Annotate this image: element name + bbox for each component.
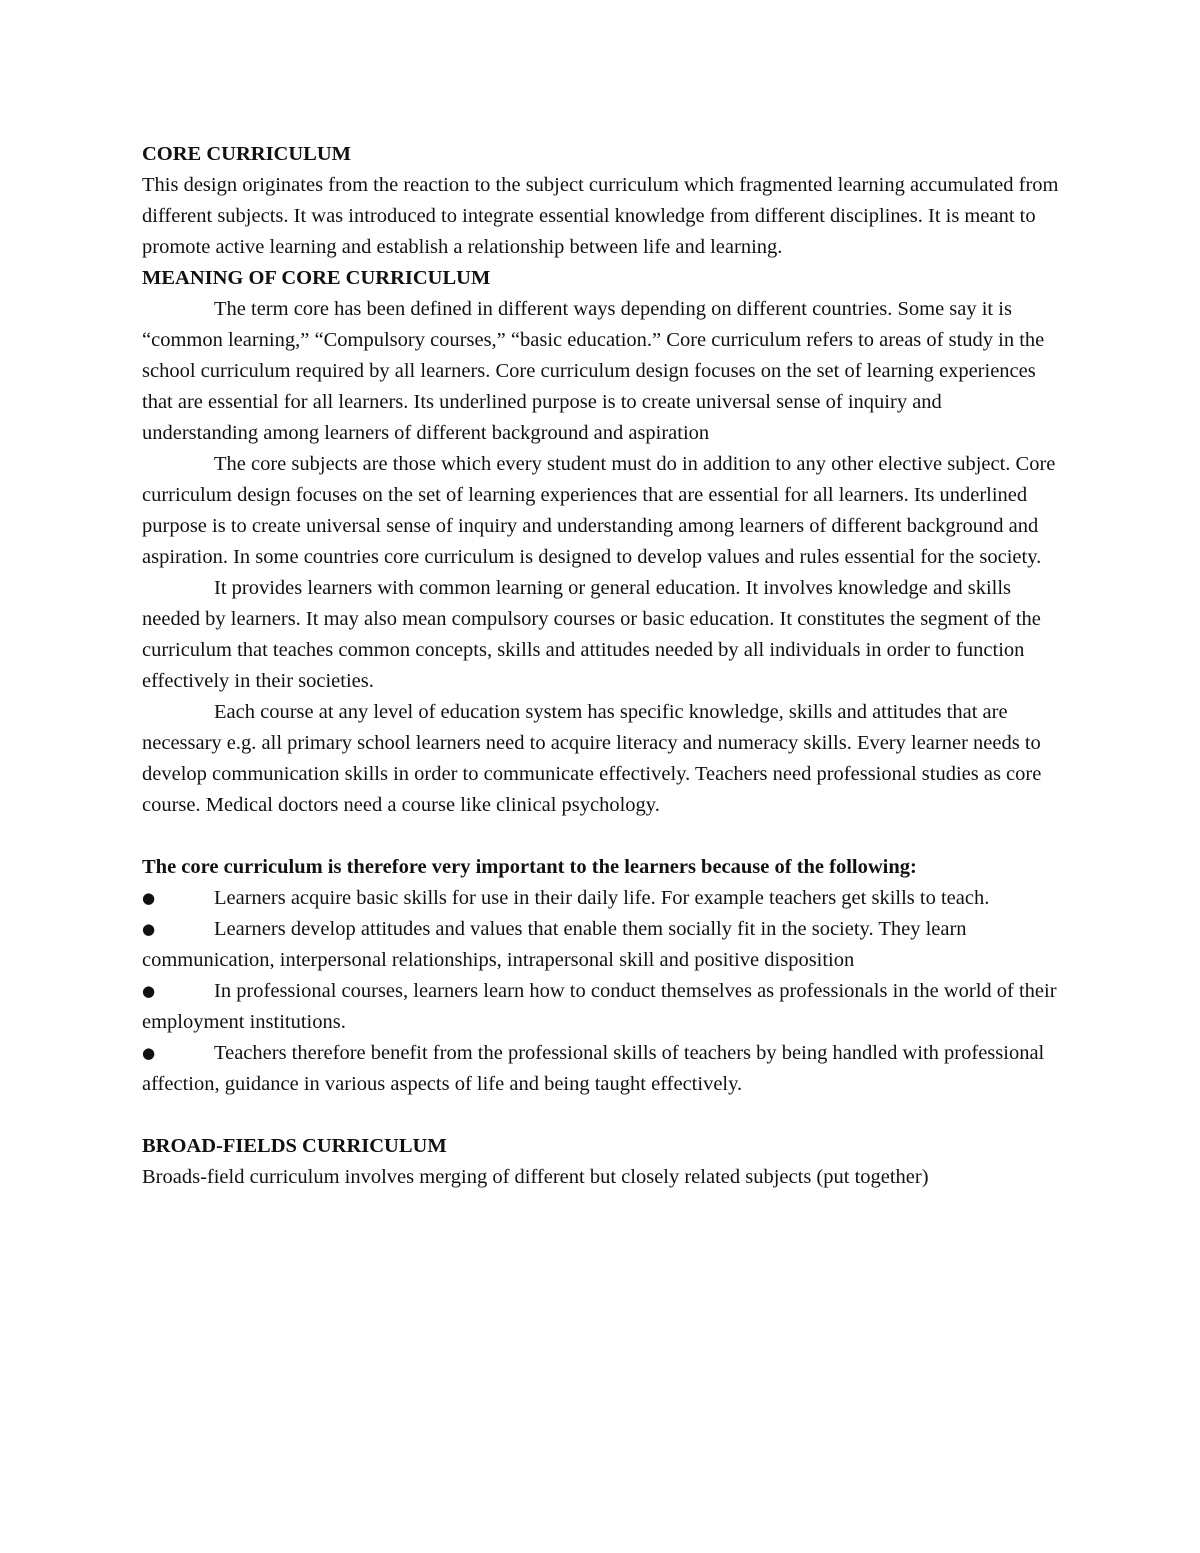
broad-fields-intro: Broads-field curriculum involves merging of different but closely related subjects (put together) [142, 1166, 929, 1188]
meaning-paragraph-4: Each course at any level of education system has specific knowledge, skills and attitudes that are necessary e.g. all primary school learners need to acquire literacy and numeracy skills. Every learner needs to develop communication skills in order to communicate effectively. Teachers need professional studies as core course. Medical doctors need a course like clinical psychology. [142, 701, 1042, 816]
list-item [142, 976, 1062, 1038]
importance-list [142, 883, 1062, 1100]
bullet-icon: ● [142, 889, 156, 907]
document-page [142, 139, 1062, 1193]
list-item-text: In professional courses, learners learn how to conduct themselves as professionals in the world of their employment institutions. [142, 980, 1057, 1033]
spacer [142, 1100, 1062, 1131]
importance-heading: The core curriculum is therefore very important to the learners because of the following: [142, 856, 917, 878]
list-item-text: Learners acquire basic skills for use in their daily life. For example teachers get skills to teach. [214, 887, 990, 909]
core-curriculum-intro: This design originates from the reaction to the subject curriculum which fragmented learning accumulated from different subjects. It was introduced to integrate essential knowledge from different disciplines. It is meant to promote active learning and establish a relationship between life and learning. [142, 174, 1059, 258]
list-item [142, 914, 1062, 976]
spacer [142, 821, 1062, 852]
bullet-icon: ● [142, 920, 156, 938]
list-item-text: Teachers therefore benefit from the professional skills of teachers by being handled with professional affection, guidance in various aspects of life and being taught effectively. [142, 1042, 1045, 1095]
meaning-heading: MEANING OF CORE CURRICULUM [142, 267, 491, 289]
meaning-paragraph-2: The core subjects are those which every student must do in addition to any other elective subject. Core curriculum design focuses on the set of learning experiences that are essential for all learners. Its underlined purpose is to create universal sense of inquiry and understanding among learners of different background and aspiration. In some countries core curriculum is designed to develop values and rules essential for the society. [142, 453, 1056, 568]
bullet-icon: ● [142, 1044, 156, 1062]
list-item [142, 1038, 1062, 1100]
meaning-paragraph-1: The term core has been defined in different ways depending on different countries. Some say it is “common learning,” “Compulsory courses,” “basic education.” Core curriculum refers to areas of study in the school curriculum required by all learners. Core curriculum design focuses on the set of learning experiences that are essential for all learners. Its underlined purpose is to create universal sense of inquiry and understanding among learners of different background and aspiration [142, 298, 1045, 444]
broad-fields-heading: BROAD-FIELDS CURRICULUM [142, 1135, 447, 1157]
meaning-paragraph-3: It provides learners with common learning or general education. It involves knowledge and skills needed by learners. It may also mean compulsory courses or basic education. It constitutes the segment of the curriculum that teaches common concepts, skills and attitudes needed by all individuals in order to function effectively in their societies. [142, 577, 1041, 692]
list-item-text: Learners develop attitudes and values that enable them socially fit in the society. They learn communication, interpersonal relationships, intrapersonal skill and positive disposition [142, 918, 967, 971]
core-curriculum-heading: CORE CURRICULUM [142, 143, 351, 165]
bullet-icon: ● [142, 982, 156, 1000]
list-item [142, 883, 1062, 914]
